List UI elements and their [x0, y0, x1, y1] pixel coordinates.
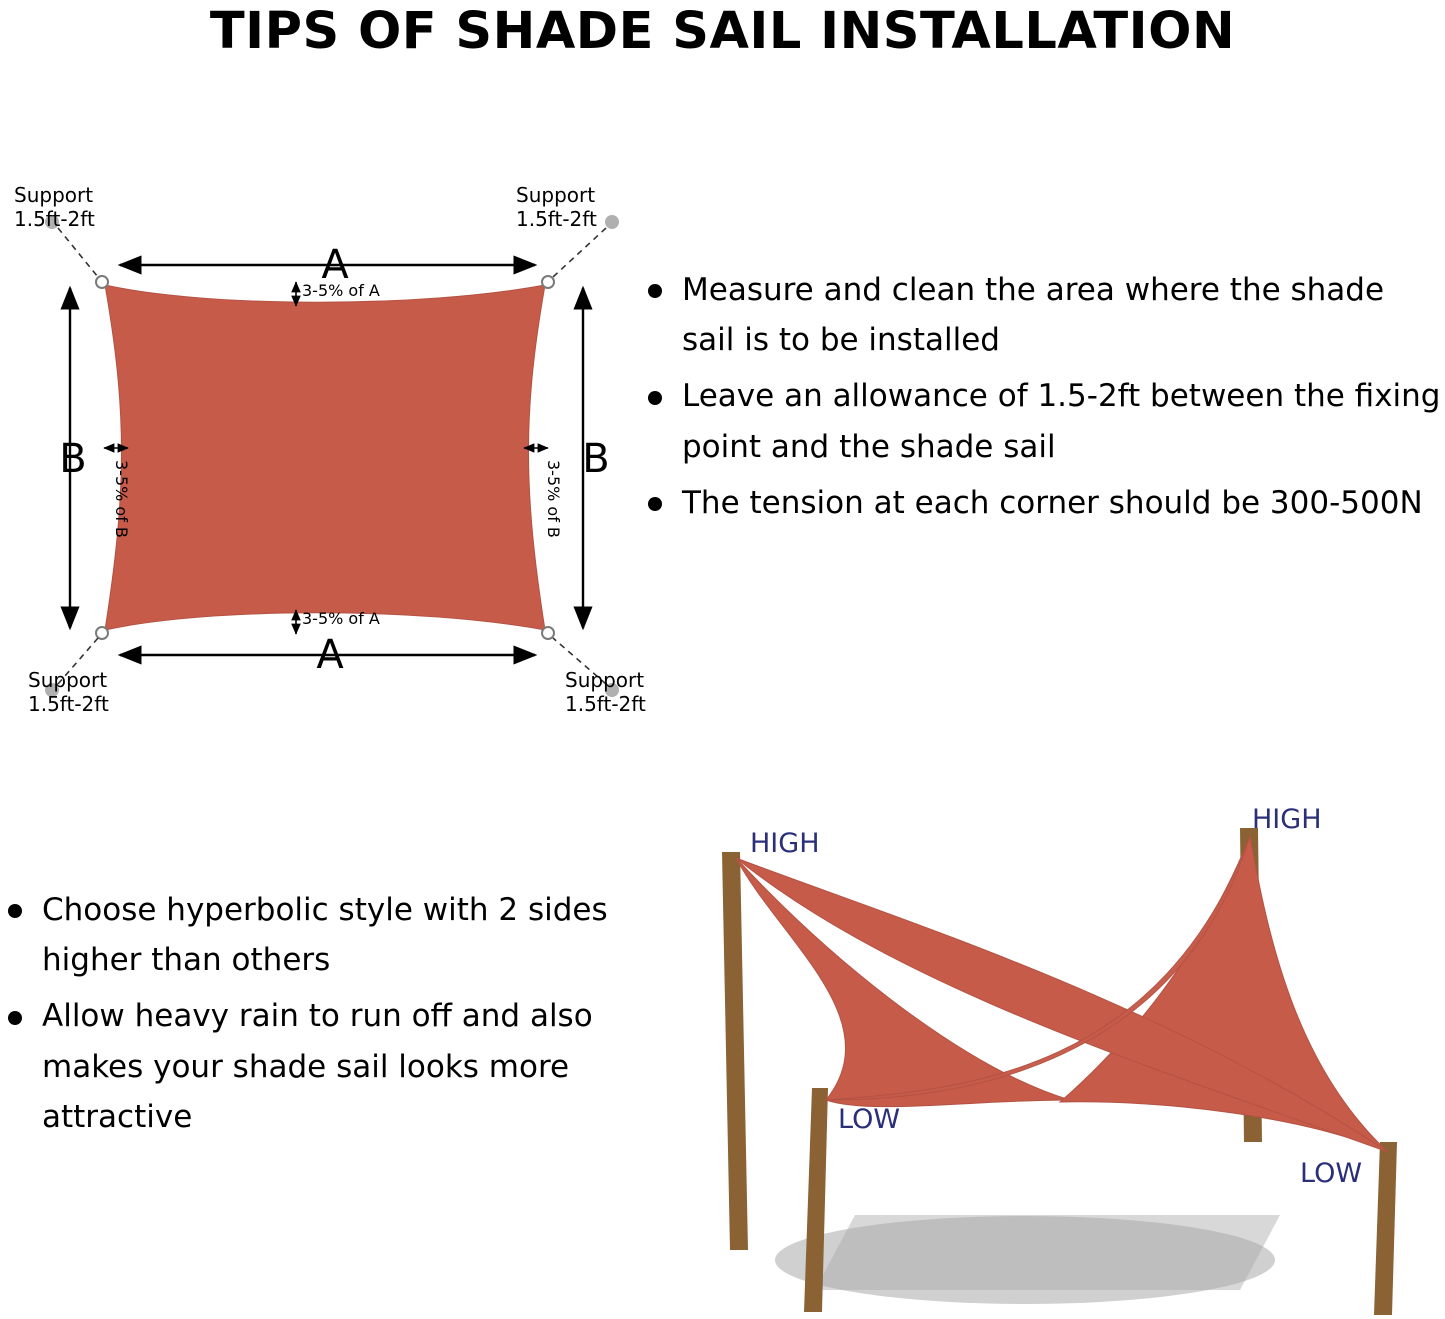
sail-shape — [105, 285, 545, 630]
post-high-left — [722, 852, 748, 1250]
dim-label-top-a: A — [321, 242, 349, 288]
support-label-bottom-right-line2: 1.5ft-2ft — [565, 692, 646, 716]
list-item: Measure and clean the area where the shade sail is to be installed — [640, 265, 1445, 365]
support-label-top-right-line2: 1.5ft-2ft — [516, 207, 597, 231]
support-label-bottom-left-line2: 1.5ft-2ft — [28, 692, 109, 716]
ground-shadow-2 — [815, 1215, 1280, 1290]
label-low-left: LOW — [838, 1104, 901, 1135]
page-title: TIPS OF SHADE SAIL INSTALLATION — [209, 2, 1236, 61]
support-label-bottom-left-line1: Support — [28, 668, 108, 692]
list-item: Choose hyperbolic style with 2 sides higher than others — [0, 885, 620, 985]
curve-label-top: 3-5% of A — [302, 281, 380, 300]
tips-list-left — [0, 885, 620, 1148]
post-low-right — [1374, 1142, 1397, 1315]
tips-list-right — [640, 265, 1445, 534]
curve-label-right: 3-5% of B — [544, 460, 563, 538]
support-label-top-left-line1: Support — [14, 183, 94, 207]
support-label-top-right-line1: Support — [516, 183, 596, 207]
label-high-right: HIGH — [1252, 804, 1322, 835]
label-high-left: HIGH — [750, 828, 820, 859]
support-label-top-left-line2: 1.5ft-2ft — [14, 207, 95, 231]
list-item: Allow heavy rain to run off and also makes your shade sail looks more attractive — [0, 991, 620, 1142]
dim-label-bottom-a: A — [316, 632, 344, 678]
sail-shape-hyperbolic — [736, 836, 1388, 1152]
hyperbolic-sail-diagram — [640, 770, 1445, 1319]
list-item: Leave an allowance of 1.5-2ft between the fixing point and the shade sail — [640, 371, 1445, 471]
curve-label-bottom: 3-5% of A — [302, 609, 380, 628]
dim-label-right-b: B — [582, 436, 610, 482]
dim-label-left-b: B — [59, 436, 87, 482]
list-item: The tension at each corner should be 300-500N — [640, 478, 1445, 528]
rectangular-sail-diagram — [0, 160, 660, 740]
support-label-bottom-right-line1: Support — [565, 668, 645, 692]
label-low-right: LOW — [1300, 1158, 1363, 1189]
curve-label-left: 3-5% of B — [112, 460, 131, 538]
